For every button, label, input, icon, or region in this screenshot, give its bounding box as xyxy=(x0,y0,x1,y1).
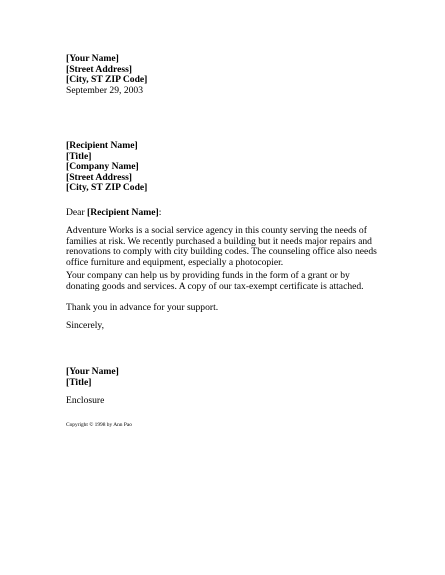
salutation-suffix: : xyxy=(158,207,162,218)
salutation-prefix: Dear xyxy=(66,207,88,218)
recipient-company: [Company Name] xyxy=(66,161,139,173)
body-paragraph-1: Adventure Works is a social service agency in this county serving the needs of families at risk. We recently purchased a building but it needs major repairs and renovations to comply with city building codes. The counseling office also needs office furniture and equipment, especially a photocopier. xyxy=(66,225,377,268)
enclosure-text: Enclosure xyxy=(66,395,105,406)
signature-block xyxy=(66,367,386,388)
signature-title: [Title] xyxy=(66,376,92,388)
closing xyxy=(66,321,386,332)
recipient-street: [Street Address] xyxy=(66,171,132,183)
signature-name: [Your Name] xyxy=(66,366,119,377)
sender-city: [City, ST ZIP Code] xyxy=(66,74,148,86)
recipient-city: [City, ST ZIP Code] xyxy=(66,182,148,194)
closing-text: Sincerely, xyxy=(66,320,105,331)
sender-address xyxy=(66,54,386,96)
letter-date: September 29, 2003 xyxy=(66,84,144,96)
sender-name: [Your Name] xyxy=(66,53,119,64)
body-paragraph-2: Your company can help us by providing funds in the form of a grant or by donating goods and services. A copy of our tax-exempt certificate is attached. xyxy=(66,270,364,292)
body-paragraph-3: Thank you in advance for your support. xyxy=(66,302,219,313)
recipient-address xyxy=(66,141,386,194)
salutation xyxy=(66,208,386,219)
copyright-notice: Copyright © 1998 by Ann Pao xyxy=(66,422,132,428)
recipient-title: [Title] xyxy=(66,150,92,162)
recipient-name: [Recipient Name] xyxy=(66,140,138,151)
sender-street: [Street Address] xyxy=(66,63,132,75)
enclosure-note xyxy=(66,396,386,407)
salutation-name: [Recipient Name] xyxy=(87,207,159,218)
